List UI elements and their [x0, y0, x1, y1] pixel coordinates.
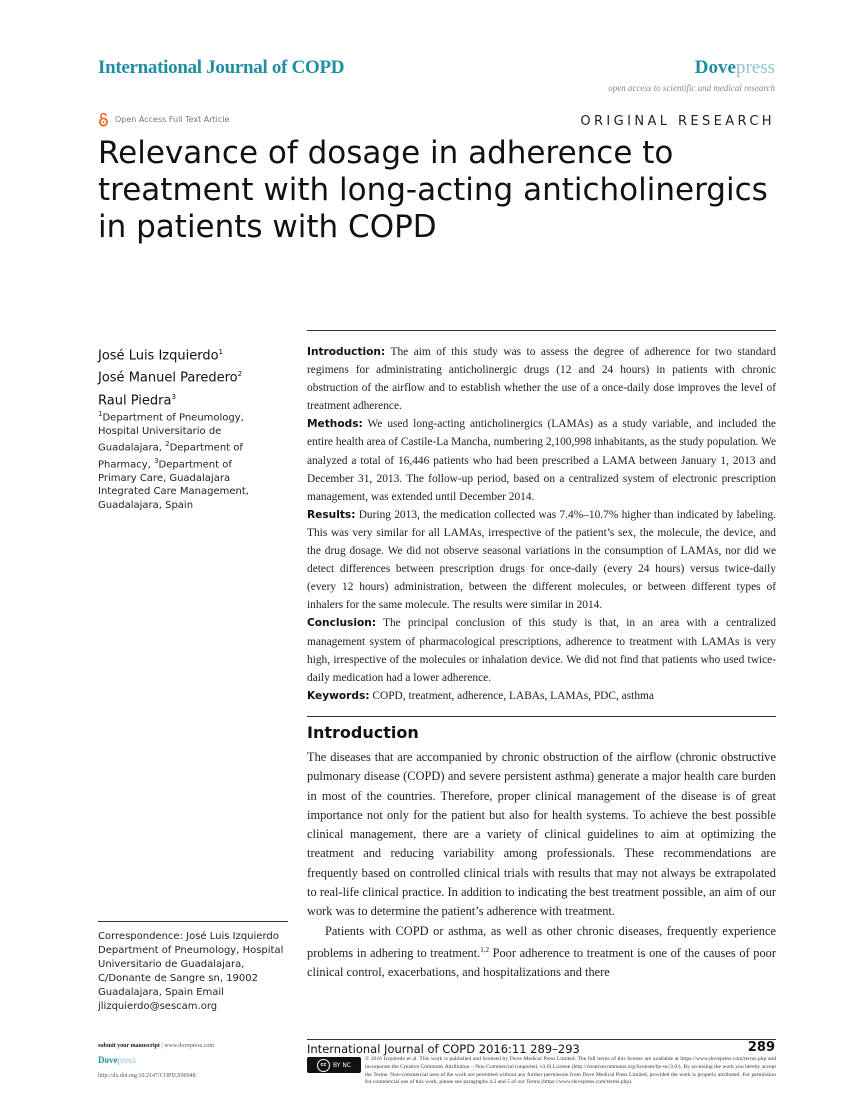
footer-divider [307, 1039, 776, 1040]
correspondence-divider [98, 921, 288, 922]
abstract-conclusion: Conclusion: The principal conclusion of this study is that, in an area with a centralized management system of pharmacological prescriptions, adherence to treatment with LAMAs is very high, irrespective of the molecules or inhalation device. We did not find that patients who used twice-daily medication had a lower adherence. [307, 617, 776, 684]
creative-commons-icon[interactable] [307, 1057, 361, 1073]
open-access-lock-icon [98, 112, 109, 127]
author-1: José Luis Izquierdo$^1$ [98, 348, 224, 364]
journal-citation: International Journal of COPD 2016:11 289–293 [307, 1042, 580, 1056]
abstract-divider [307, 330, 776, 331]
abstract-methods: Methods: We used long-acting anticholinergics (LAMAs) as a study variable, and included the entire health area of Castile-La Mancha, numbering 2,100,998 inhabitants, as the study population. We analyzed a total of 16,446 patients who had been prescribed a LAMA between January 1, 2013 and December 31, 2013. The follow-up period, based on a centralized system of electronic prescription management, was extended until December 2014. [307, 418, 776, 503]
article-title: Relevance of dosage in adherence to treatment with long-acting anticholinergics in patients with COPD [98, 135, 768, 245]
author-list [98, 343, 242, 410]
introduction-paragraph-1: The diseases that are accompanied by chronic obstruction of the airflow (chronic obstructive pulmonary disease (COPD) and severe persistent asthma) generate a major health care burden in most of the countries. Therefore, proper clinical management of the disease is of great importance not only for the patient but also for health systems. To achieve the best possible clinical management, there are a variety of clinical guidelines to aim at optimizing the treatment and reducing variability among professionals. These recommendations are frequently based on controlled clinical trials with results that may not always be extrapolated to real-life clinical practice. In addition to indicating the best treatment possible, an aim of our work was to determine the patient’s adherence with treatment. [307, 750, 776, 919]
cc-license-type: BY NC [332, 1061, 352, 1069]
abstract-keywords: Keywords: COPD, treatment, adherence, LABAs, LAMAs, PDC, asthma [307, 689, 654, 702]
introduction-divider [307, 716, 776, 717]
journal-title: International Journal of COPD [98, 57, 345, 78]
doi-link[interactable]: http://dx.doi.org/10.2147/COPD.S96948 [98, 1073, 196, 1079]
cc-circle-icon: cc [317, 1059, 330, 1072]
author-3: Raul Piedra$^3$ [98, 392, 176, 408]
publisher-logo-main: Dove [694, 57, 736, 78]
author-2: José Manuel Paredero$^2$ [98, 370, 243, 386]
publisher-logo-suffix: press [735, 57, 775, 78]
citation-ref[interactable]: 1,2 [480, 945, 489, 954]
introduction-body [307, 748, 776, 983]
section-label: ORIGINAL RESEARCH [580, 114, 775, 129]
publisher-tagline: open access to scientific and medical research [608, 83, 775, 93]
publisher-logo[interactable] [695, 57, 775, 79]
abstract-introduction: Introduction: The aim of this study was to assess the degree of adherence for two standard regimens for administrating anticholinergic drugs (12 and 24 hours) in patients with chronic obstruction of the airflow and to establish whether the use of a once-daily dose improves the level of treatment adherence. [307, 346, 776, 413]
submit-manuscript-link[interactable]: submit your manuscript | www.dovepress.com [98, 1043, 215, 1049]
open-access-label [98, 112, 229, 127]
affiliations: $^1$Department of Pneumology, Hospital Universitario de Guadalajara, $^2$Department of Pharmacy, $^3$Department of Primary Care, Guadalajara Integrated Care Management, Guadalajara, Spain [98, 410, 249, 511]
introduction-paragraph-2: Patients with COPD or asthma, as well as other chronic diseases, frequently experience problems in adhering to treatment.$^{1,2}$ Poor adherence to treatment is one of the causes of poor clinical control, exacerbations, and hospitalizations and there [307, 923, 776, 980]
license-text: © 2016 Izquierdo et al. This work is published and licensed by Dove Medical Press Limited. The full terms of this license are available at https://www.dovepress.com/terms.php and incorporate the Creative Commons Attribution – Non Commercial (unported, v3.0) License (http://creativecommons.org/licenses/by-nc/3.0/). By accessing the work you hereby accept the Terms. Non-commercial uses of the work are permitted without any further permission from Dove Medical Press Limited, provided the work is properly attributed. For permission for commercial use of this work, please see paragraphs 4.2 and 5 of our Terms (https://www.dovepress.com/terms.php). [365, 1056, 776, 1086]
correspondence: Correspondence: José Luis Izquierdo Department of Pneumology, Hospital Universitario de Guadalajara, C/Donante de Sangre sn, 19002 Guadalajara, Spain Email jlizquierdo@sescam.org [98, 931, 284, 1012]
footer-publisher-logo[interactable]: Dovepress [98, 1055, 136, 1065]
open-access-text: Open Access Full Text Article [115, 115, 230, 124]
introduction-heading: Introduction [307, 723, 419, 742]
abstract-results: Results: During 2013, the medication collected was 7.4%–10.7% higher than indicated by labeling. This was very similar for all LAMAs, irrespective of the patient’s sex, the molecule, the device, and the drug dosage. We did not observe seasonal variations in the consumption of LAMAs, nor did we detect differences between prescription drugs for once-daily (every 24 hours) versus twice-daily (every 12 hours) administration, between the different molecules, or between different types of inhalers for the same molecule. The results were similar in 2014. [307, 508, 776, 612]
abstract [307, 343, 776, 705]
page-number: 289 [747, 1040, 775, 1055]
